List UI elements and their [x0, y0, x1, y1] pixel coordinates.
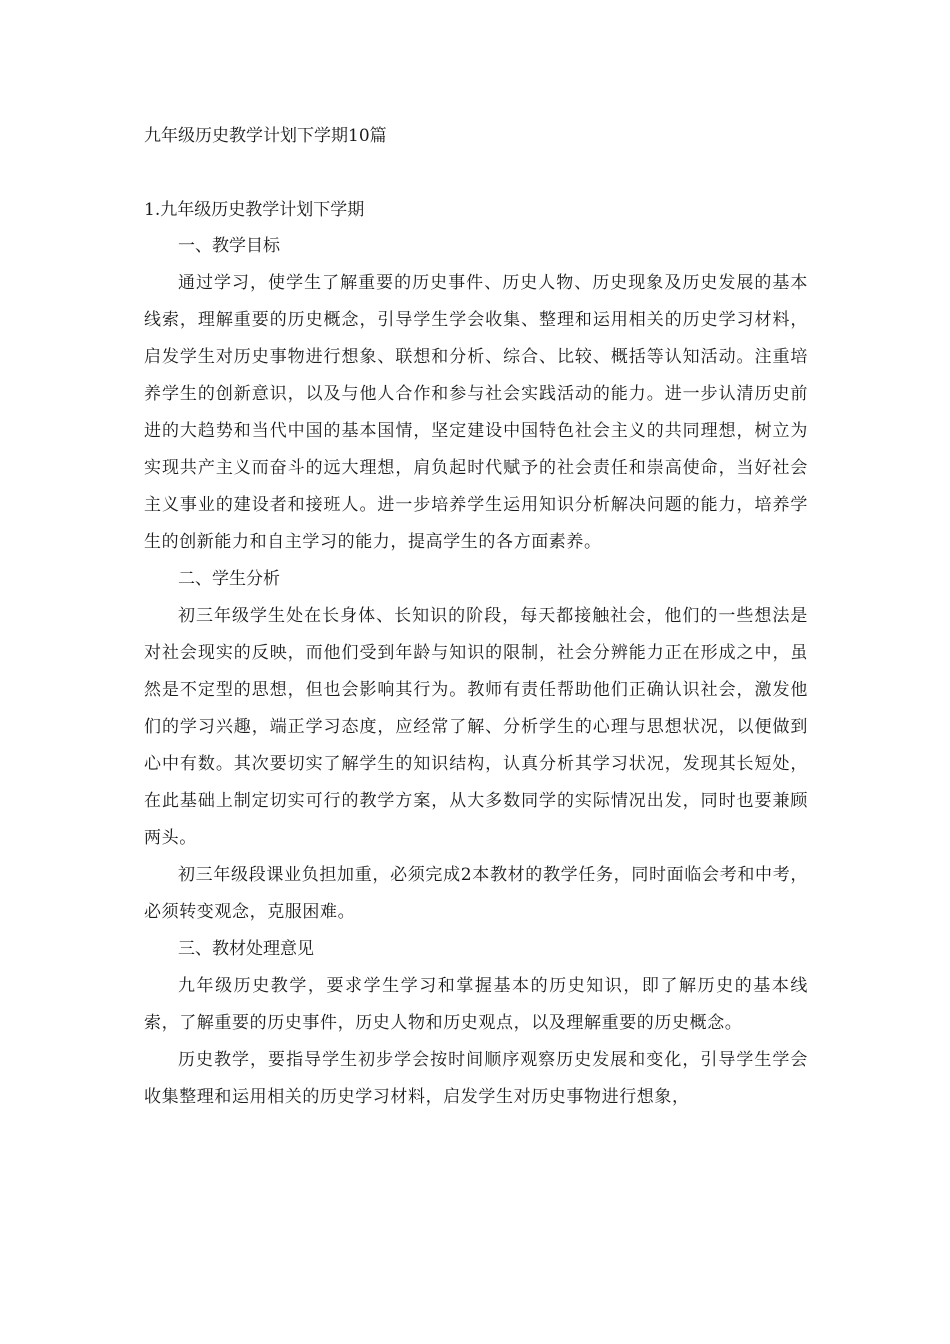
paragraph-student-analysis: 初三年级学生处在长身体、长知识的阶段，每天都接触社会，他们的一些想法是对社会现实的反映，而他们受到年龄与知识的限制，社会分辨能力正在形成之中，虽然是不定型的思想，但也会影响其行为。教师有责任帮助他们正确认识社会，激发他们的学习兴趣，端正学习态度，应经常了解、分析学生的心理与思想状况，以便做到心中有数。其次要切实了解学生的知识结构，认真分析其学习状况，发现其长短处，在此基础上制定切实可行的教学方案，从大多数同学的实际情况出发，同时也要兼顾两头。 [144, 606, 808, 848]
paragraph-teaching-goals: 通过学习，使学生了解重要的历史事件、历史人物、历史现象及历史发展的基本线索，理解重要的历史概念，引导学生学会收集、整理和运用相关的历史学习材料，启发学生对历史事物进行想象、联想和分析、综合、比较、概括等认知活动。注重培养学生的创新意识，以及与他人合作和参与社会实践活动的能力。进一步认清历史前进的大趋势和当代中国的基本国情，坚定建设中国特色社会主义的共同理想，树立为实现共产主义而奋斗的远大理想，肩负起时代赋予的社会责任和崇高使命，当好社会主义事业的建设者和接班人。进一步培养学生运用知识分析解决问题的能力，培养学生的创新能力和自主学习的能力，提高学生的各方面素养。 [144, 273, 808, 552]
heading-teaching-goals: 一、教学目标 [178, 236, 280, 256]
paragraph-textbook-requirements: 九年级历史教学，要求学生学习和掌握基本的历史知识，即了解历史的基本线索，了解重要的历史事件，历史人物和历史观点，以及理解重要的历史概念。 [144, 976, 808, 1033]
paragraph-workload: 初三年级段课业负担加重，必须完成2本教材的教学任务，同时面临会考和中考，必须转变观念，克服困难。 [144, 865, 808, 922]
paragraph-history-teaching: 历史教学，要指导学生初步学会按时间顺序观察历史发展和变化，引导学生学会收集整理和运用相关的历史学习材料，启发学生对历史事物进行想象， [144, 1050, 808, 1107]
document-body [144, 118, 808, 1116]
section-title: 1.九年级历史教学计划下学期 [144, 200, 365, 220]
document-title: 九年级历史教学计划下学期10篇 [144, 126, 387, 146]
heading-textbook-handling: 三、教材处理意见 [178, 939, 314, 959]
heading-student-analysis: 二、学生分析 [178, 569, 280, 589]
